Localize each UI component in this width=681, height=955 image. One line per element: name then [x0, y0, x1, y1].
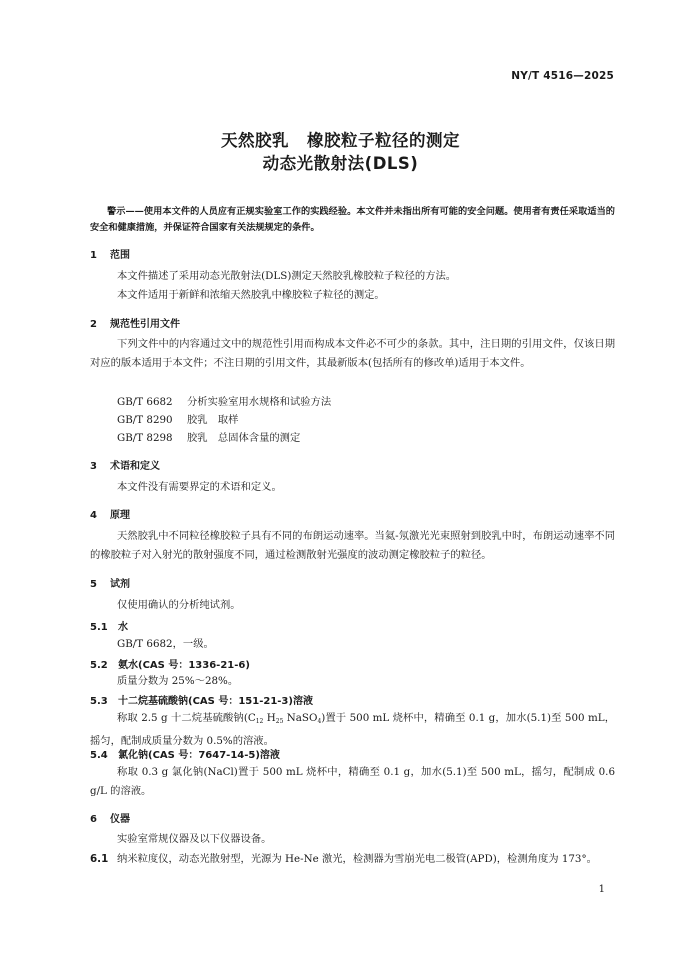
standard-code: NY/T 4516—2025	[511, 70, 614, 82]
document-title-line1	[0, 127, 681, 151]
reference-title: 胶乳 取样	[187, 414, 239, 426]
subsection-5-2-text: 质量分数为 25%～28%。	[117, 675, 239, 687]
section-number: 5	[90, 579, 97, 590]
subsection-title: 水	[118, 622, 128, 633]
text-run: )置于 500 mL 烧杯中，精确至 0.1 g，加水(5.1)至 500 mL，摇匀，配制成质量分数为 0.5%的溶液。	[90, 712, 615, 747]
subsection-number: 5.3	[90, 696, 108, 707]
section-2-heading	[90, 315, 180, 330]
warning-text: 警示——使用本文件的人员应有正规实验室工作的实践经验。本文件并未指出所有可能的安全问题。使用者有责任采取适当的安全和健康措施，并保证符合国家有关法规规定的条件。	[90, 206, 615, 233]
subsection-body: 纳米粒度仪，动态光散射型，光源为 He-Ne 激光，检测器为雪崩光电二极管(APD)，检测角度为 173°。	[117, 853, 597, 865]
subsection-number: 5.1	[90, 622, 108, 633]
text-run: NaSO	[283, 712, 318, 724]
reference-title: 胶乳 总固体含量的测定	[187, 432, 301, 444]
section-number: 1	[90, 250, 97, 261]
subscript: 25	[275, 718, 284, 725]
section-number: 3	[90, 461, 97, 472]
section-4-paragraph-1: 天然胶乳中不同粒径橡胶粒子具有不同的布朗运动速率。当氦-氖激光光束照射到胶乳中时，布朗运动速率不同的橡胶粒子对入射光的散射强度不同，通过检测散射光强度的波动测定橡胶粒子的粒径。	[90, 530, 615, 561]
section-number: 4	[90, 510, 97, 521]
subsection-number: 6.1	[90, 853, 109, 865]
subsection-title: 氯化钠(CAS 号：7647-14-5)溶液	[118, 750, 280, 761]
reference-item	[117, 411, 238, 426]
text-run: H	[263, 712, 276, 724]
section-title: 仪器	[110, 814, 130, 825]
subscript: 4	[317, 718, 322, 725]
section-1-paragraph-2: 本文件适用于新鲜和浓缩天然胶乳中橡胶粒子粒径的测定。	[117, 289, 385, 301]
text-run: 称取 2.5 g 十二烷基硫酸钠(C	[117, 712, 256, 724]
section-1-heading	[90, 246, 130, 261]
title-part1: 天然胶乳	[221, 131, 289, 150]
title-part2: 橡胶粒子粒径的测定	[307, 131, 460, 150]
subsection-5-1-heading	[90, 618, 128, 633]
section-6-heading	[90, 810, 130, 825]
section-title: 范围	[110, 250, 130, 261]
section-2-paragraph-1: 下列文件中的内容通过文中的规范性引用而构成本文件必不可少的条款。其中，注日期的引用文件，仅该日期对应的版本适用于本文件；不注日期的引用文件，其最新版本(包括所有的修改单)适用于本文件。	[90, 338, 615, 369]
reference-item	[117, 393, 331, 408]
subsection-number: 5.4	[90, 750, 108, 761]
subsection-title: 氨水(CAS 号：1336-21-6)	[118, 660, 250, 671]
subsection-5-2-heading	[90, 656, 250, 671]
section-6-paragraph-1: 实验室常规仪器及以下仪器设备。	[117, 833, 272, 845]
section-3-paragraph-1: 本文件没有需要界定的术语和定义。	[117, 481, 282, 493]
reference-code: GB/T 8290	[117, 414, 173, 426]
section-title: 规范性引用文件	[110, 319, 180, 330]
page-number: 1	[598, 884, 605, 895]
section-4-heading	[90, 506, 130, 521]
section-number: 2	[90, 319, 97, 330]
section-number: 6	[90, 814, 97, 825]
subsection-5-1-text: GB/T 6682，一级。	[117, 638, 214, 650]
section-title: 试剂	[110, 579, 130, 590]
reference-code: GB/T 6682	[117, 396, 173, 408]
subsection-number: 5.2	[90, 660, 108, 671]
reference-title: 分析实验室用水规格和试验方法	[187, 396, 332, 408]
subscript: 12	[255, 718, 264, 725]
section-title: 原理	[110, 510, 130, 521]
subsection-title: 十二烷基硫酸钠(CAS 号：151-21-3)溶液	[118, 696, 313, 707]
subsection-5-3-text	[90, 709, 615, 750]
section-5-heading	[90, 575, 130, 590]
subsection-6-1-text	[90, 850, 615, 869]
subsection-5-4-heading	[90, 746, 280, 761]
subsection-5-4-text: 称取 0.3 g 氯化钠(NaCl)置于 500 mL 烧杯中，精确至 0.1 g，加水(5.1)至 500 mL，摇匀，配制成 0.6 g/L 的溶液。	[90, 766, 615, 797]
document-title-line2: 动态光散射法(DLS)	[262, 154, 419, 173]
section-title: 术语和定义	[110, 461, 160, 472]
reference-item	[117, 429, 300, 444]
subsection-5-3-heading	[90, 692, 313, 707]
reference-code: GB/T 8298	[117, 432, 173, 444]
section-1-paragraph-1: 本文件描述了采用动态光散射法(DLS)测定天然胶乳橡胶粒子粒径的方法。	[117, 270, 457, 282]
section-5-paragraph-1: 仅使用确认的分析纯试剂。	[117, 599, 241, 611]
section-3-heading	[90, 457, 160, 472]
